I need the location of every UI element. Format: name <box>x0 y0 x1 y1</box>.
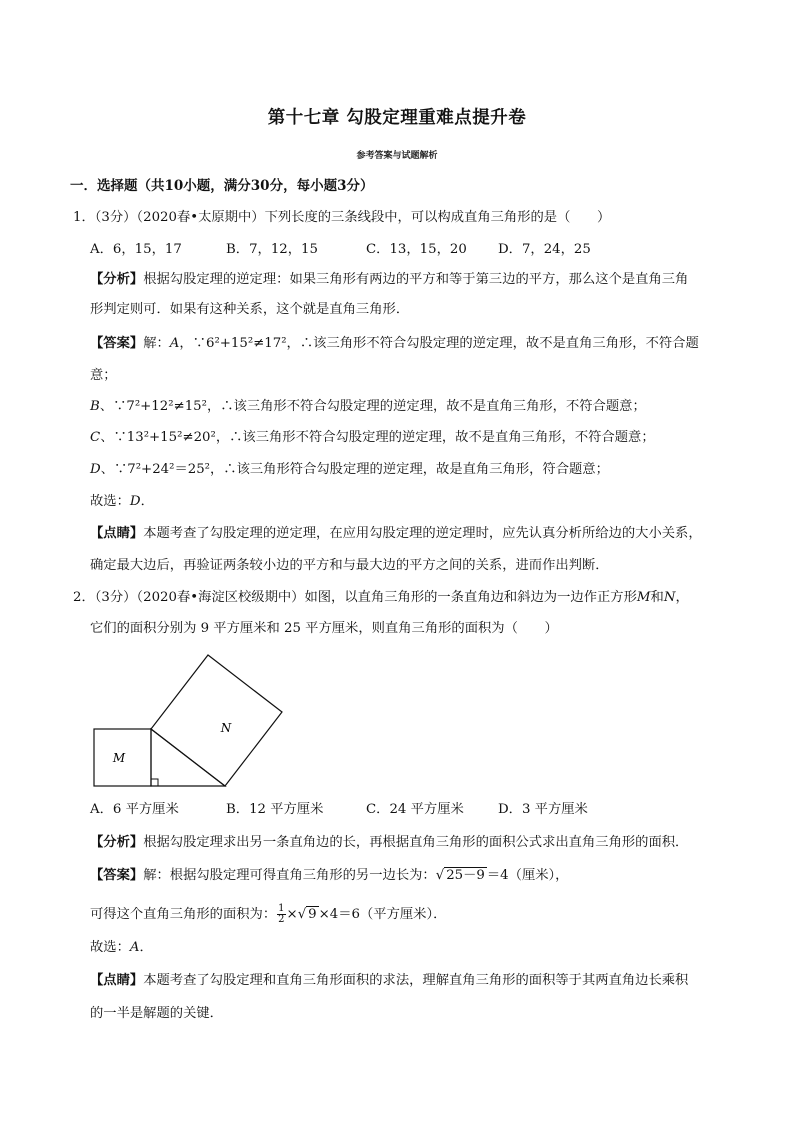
q2-analysis-tag: 【分析】 <box>90 835 144 850</box>
q1-answer-d: 、∵7²+24²＝25²，∴该三角形符合勾股定理的逆定理，故是直角三角形，符合题意； <box>100 462 609 477</box>
q1-answer-line-b <box>90 397 646 417</box>
q2-analysis-text: 根据勾股定理求出另一条直角边的长，再根据直角三角形的面积公式求出直角三角形的面积． <box>143 835 689 850</box>
q1-answer-a-end: 意； <box>90 368 117 383</box>
q2-stem-text: 2．（3分）（2020春•海淀区校级期中）如图，以直角三角形的一条直角边和斜边为一边作正方形 <box>73 590 637 605</box>
q1-choice-letter: D <box>129 494 141 509</box>
q2-option-a: A．6 平方厘米 <box>90 802 179 817</box>
radicand-25-minus-9: 25－9 <box>446 868 485 883</box>
q2-option-b: B．12 平方厘米 <box>226 802 324 817</box>
q2-analysis-line <box>90 833 688 853</box>
q1-answer-a: ，∵6²+15²≠17²，∴该三角形不符合勾股定理的逆定理，故不是直角三角形，不符合题 <box>179 336 699 351</box>
q2-times: × <box>286 907 298 922</box>
q1-answer-line-a <box>90 334 699 354</box>
sqrt-9: √ 9 <box>297 907 317 922</box>
q1-answer-letter-d: D <box>90 462 101 477</box>
q1-answer-prefix: 解： <box>143 336 170 351</box>
section-heading: 一．选择题（共10小题，满分30分，每小题3分） <box>70 178 374 194</box>
q2-answer-end-2: ×4＝6（平方厘米）． <box>318 907 447 922</box>
q1-answer-b: 、∵7²+12²≠15²，∴该三角形不符合勾股定理的逆定理，故不是直角三角形，不符合题意； <box>99 399 646 414</box>
q1-choice <box>90 492 154 512</box>
q1-stem: 1．（3分）（2020春•太原期中）下列长度的三条线段中，可以构成直角三角形的是（ ） <box>73 210 611 225</box>
q2-stem-end: ， <box>675 590 689 605</box>
q2-choice <box>90 938 153 958</box>
q1-option-d: D．7，24，25 <box>498 242 591 257</box>
q2-choice-prefix: 故选： <box>90 940 130 955</box>
q1-choice-prefix: 故选： <box>90 494 130 509</box>
q1-analysis-line-1 <box>90 270 688 290</box>
q2-stem-and: 和 <box>650 590 664 605</box>
q2-choice-end: ． <box>139 940 153 955</box>
q2-comment-text-1: 本题考查了勾股定理和直角三角形面积的求法，理解直角三角形的面积等于其两直角边长乘积 <box>143 973 689 988</box>
q1-answer-letter-c: C <box>90 430 101 445</box>
q2-answer-tag: 【答案】 <box>90 868 144 883</box>
q2-comment-tag: 【点睛】 <box>90 973 144 988</box>
q2-answer-end-1: ＝4（厘米）， <box>486 868 569 883</box>
q2-answer-text-1: 解：根据勾股定理可得直角三角形的另一边长为： <box>143 868 436 883</box>
q1-analysis-line-2: 形判定则可．如果有这种关系，这个就是直角三角形． <box>90 302 410 317</box>
q2-option-c: C．24 平方厘米 <box>366 802 464 817</box>
q1-comment-line-2: 确定最大边后，再验证两条较小边的平方和与最大边的平方之间的关系，进而作出判断． <box>90 558 609 573</box>
q2-stem-line-1 <box>73 588 689 608</box>
q1-comment-tag: 【点睛】 <box>90 526 144 541</box>
q2-stem-n: N <box>663 590 676 605</box>
q2-figure <box>88 648 328 790</box>
label-n: N <box>220 721 232 735</box>
q1-answer-line-c <box>90 428 655 448</box>
page-title: 第十七章 勾股定理重难点提升卷 <box>267 108 527 128</box>
q1-answer-tag: 【答案】 <box>90 336 144 351</box>
q1-analysis-tag: 【分析】 <box>90 272 144 287</box>
fraction-one-half <box>277 904 285 925</box>
q1-option-a: A．6，15，17 <box>90 242 182 257</box>
right-angle-mark <box>151 779 158 786</box>
q1-choice-end: ． <box>140 494 154 509</box>
q1-comment-line-1 <box>90 524 702 544</box>
q1-answer-c: 、∵13²+15²≠20²，∴该三角形不符合勾股定理的逆定理，故不是直角三角形，不符合题意； <box>100 430 655 445</box>
q2-answer-text-2: 可得这个直角三角形的面积为： <box>90 907 277 922</box>
q2-stem-line-2: 它们的面积分别为 9 平方厘米和 25 平方厘米，则直角三角形的面积为（ ） <box>90 621 558 636</box>
q1-comment-text-1: 本题考查了勾股定理的逆定理，在应用勾股定理的逆定理时，应先认真分析所给边的大小关系， <box>143 526 702 541</box>
q1-answer-line-d <box>90 460 609 480</box>
q2-comment-line-1 <box>90 971 688 991</box>
fraction-numerator: 1 <box>278 903 285 914</box>
q2-option-d: D．3 平方厘米 <box>498 802 588 817</box>
label-m: M <box>112 751 126 765</box>
q2-answer-line-1 <box>90 866 568 886</box>
square-n <box>151 655 282 786</box>
q2-answer-line-2 <box>90 904 446 925</box>
q2-choice-letter: A <box>129 940 140 955</box>
sqrt-25-minus-9: √ 25－9 <box>435 868 485 883</box>
q2-comment-line-2: 的一半是解题的关键． <box>90 1006 223 1021</box>
fraction-denominator: 2 <box>278 914 285 925</box>
q1-option-b: B．7，12，15 <box>226 242 318 257</box>
q2-stem-m: M <box>636 590 651 605</box>
q1-answer-letter-b: B <box>90 399 100 414</box>
q1-option-c: C．13，15，20 <box>366 242 467 257</box>
q1-analysis-text-1: 根据勾股定理的逆定理：如果三角形有两边的平方和等于第三边的平方，那么这个是直角三角 <box>143 272 689 287</box>
page-subtitle: 参考答案与试题解析 <box>356 151 438 161</box>
radicand-9: 9 <box>308 907 317 922</box>
q1-answer-letter-a: A <box>169 336 180 351</box>
